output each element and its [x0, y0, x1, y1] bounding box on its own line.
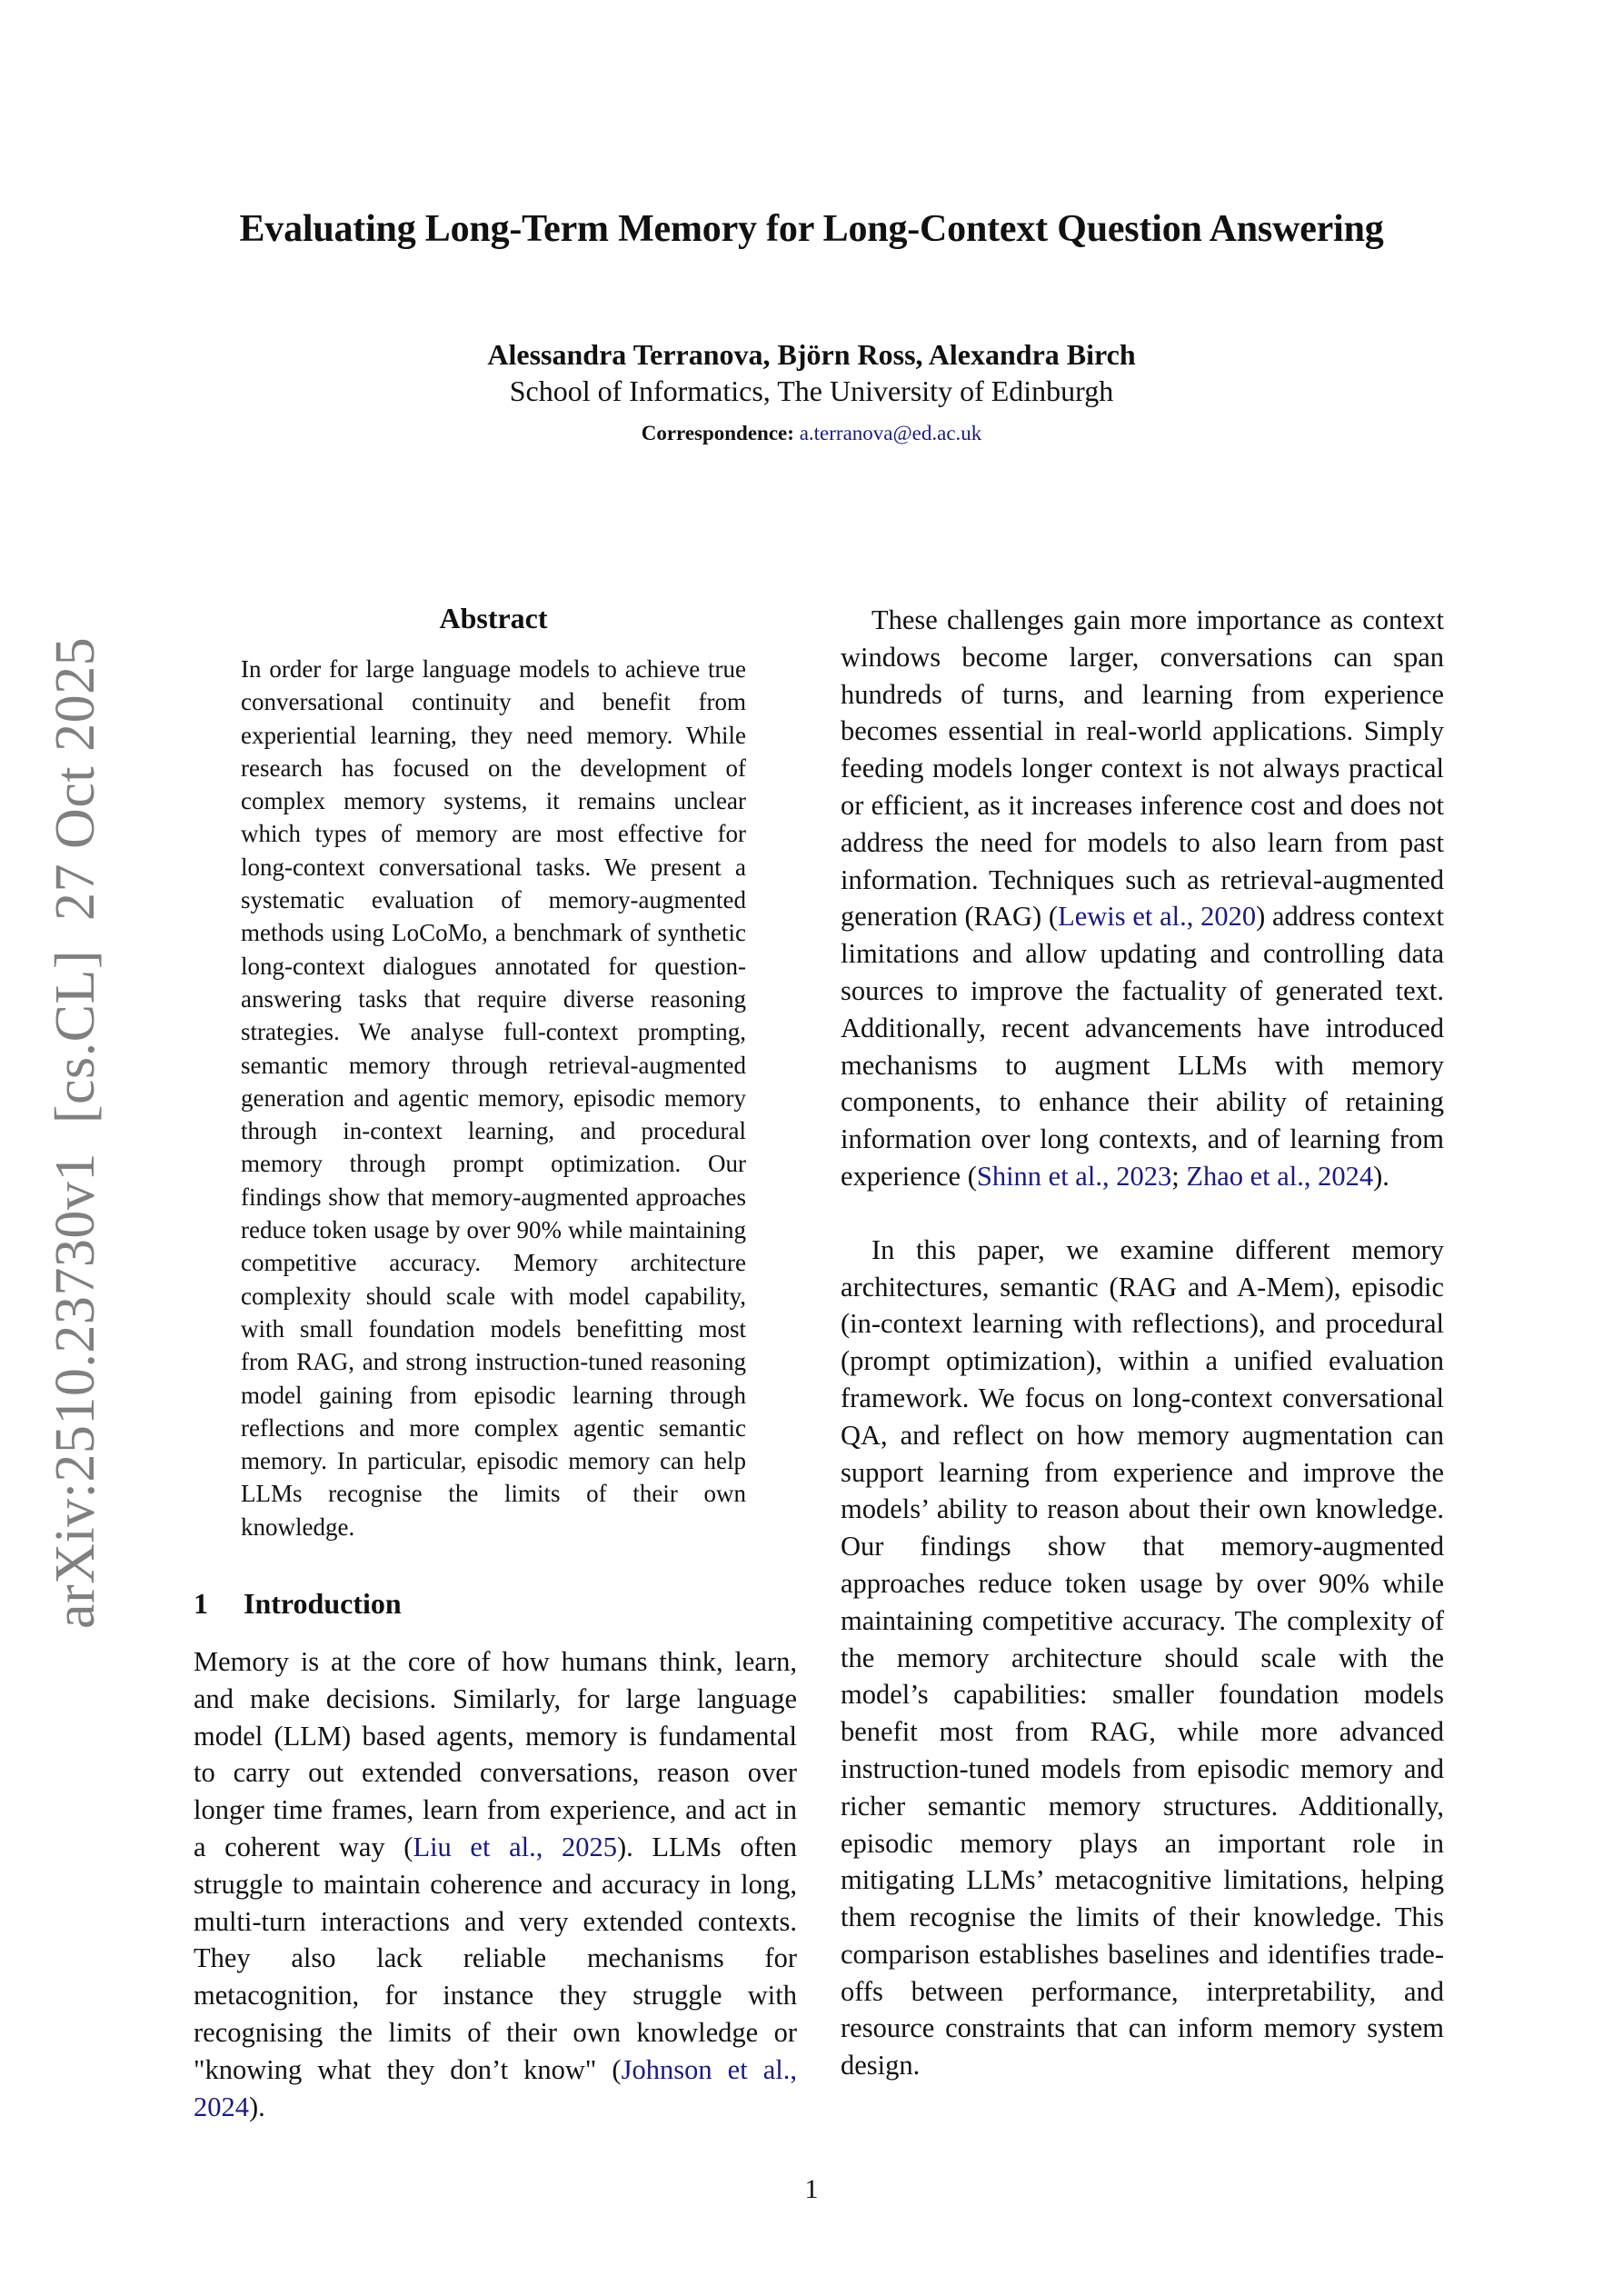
citation-separator: ; [1171, 1160, 1187, 1192]
correspondence-label: Correspondence: [641, 422, 794, 444]
paragraph-text: ). LLMs often struggle to maintain coherence and accuracy in long, multi-turn interactions and very extended contexts. They also lack reliable mechanisms for metacognition, for instance they struggle with recognising the limits of their own knowledge or "knowing what they don’t know" ( [194, 1831, 797, 2085]
section-number: 1 [194, 1587, 208, 1620]
citation-link-zhao-2024[interactable]: Zhao et al., 2024 [1186, 1160, 1374, 1192]
introduction-paragraph-2 [841, 602, 1444, 1195]
correspondence-line [0, 422, 1623, 445]
author-list: Alessandra Terranova, Björn Ross, Alexandra Birch [487, 338, 1136, 371]
paper-title: Evaluating Long-Term Memory for Long-Context Question Answering [239, 208, 1384, 250]
introduction-paragraph-3: In this paper, we examine different memory architectures, semantic (RAG and A-Mem), episodic (in-context learning with reflections), and procedural (prompt optimization), within a unified evaluation framework. We focus on long-context conversational QA, and reflect on how memory augmentation can support learning from experience and improve the models’ ability to reason about their own knowledge. Our findings show that memory-augmented approaches reduce token usage by over 90% while maintaining competitive accuracy. The complexity of the memory architecture should scale with the model’s capabilities: smaller foundation models benefit most from RAG, while more advanced instruction-tuned models from episodic memory and richer semantic memory structures. Additionally, episodic memory plays an important role in mitigating LLMs’ metacognitive limitations, helping them recognise the limits of their knowledge. This comparison establishes baselines and identifies trade-offs between performance, interpretability, and resource constraints that can inform memory system design. [841, 1233, 1444, 2081]
paragraph-text: Memory is at the core of how humans think, learn, and make decisions. Similarly, for large language model (LLM) based agents, memory is fundamental to carry out extended conversations, reason over longer time frames, learn from experience, and act in a coherent way ( [194, 1646, 797, 1862]
paragraph-text: ). [249, 2091, 265, 2122]
page-number: 1 [804, 2174, 819, 2204]
section-heading-introduction [194, 1587, 402, 1621]
introduction-paragraph-1 [194, 1643, 797, 2125]
citation-link-liu-2025[interactable]: Liu et al., 2025 [413, 1831, 617, 1862]
paragraph-text: ) address context limitations and allow updating and controlling data sources to improve the factuality of generated text. Additionally, recent advancements have introduced mechanisms to augment LLMs with memory components, to enhance their ability of retaining information over long contexts, and of learning from experience ( [841, 901, 1445, 1192]
abstract-body: In order for large language models to achieve true conversational continuity and benefit from experiential learning, they need memory. While research has focused on the development of complex memory systems, it remains unclear which types of memory are most effective for long-context conversational tasks. We present a systematic evaluation of memory-augmented methods using LoCoMo, a benchmark of synthetic long-context dialogues annotated for question-answering tasks that require diverse reasoning strategies. We analyse full-context prompting, semantic memory through retrieval-augmented generation and agentic memory, episodic memory through in-context learning, and procedural memory through prompt optimization. Our findings show that memory-augmented approaches reduce token usage by over 90% while maintaining competitive accuracy. Memory architecture complexity should scale with model capability, with small foundation models benefitting most from RAG, and strong instruction-tuned reasoning model gaining from episodic learning through reflections and more complex agentic semantic memory. In particular, episodic memory can help LLMs recognise the limits of their own knowledge. [241, 655, 746, 1541]
arxiv-identifier-sidebar: arXiv:2510.23730v1 [cs.CL] 27 Oct 2025 [45, 636, 106, 1629]
affiliation: School of Informatics, The University of Edinburgh [509, 374, 1114, 407]
citation-link-johnson-2024[interactable]: Johnson et al., 2024 [194, 2053, 798, 2122]
citation-link-lewis-2020[interactable]: Lewis et al., 2020 [1058, 901, 1257, 933]
section-title: Introduction [244, 1587, 402, 1620]
right-column [841, 602, 1444, 2084]
citation-link-shinn-2023[interactable]: Shinn et al., 2023 [976, 1160, 1172, 1192]
paragraph-text: These challenges gain more importance as context windows become larger, conversations can span hundreds of turns, and learning from experience becomes essential in real-world applications. Simply feeding models longer context is not always practical or efficient, as it increases inference cost and does not address the need for models to also learn from past information. Techniques such as retrieval-augmented generation (RAG) ( [841, 604, 1444, 933]
abstract-heading: Abstract [439, 602, 548, 634]
paragraph-text: ). [1373, 1160, 1389, 1192]
correspondence-email-link[interactable]: a.terranova@ed.ac.uk [799, 422, 982, 444]
